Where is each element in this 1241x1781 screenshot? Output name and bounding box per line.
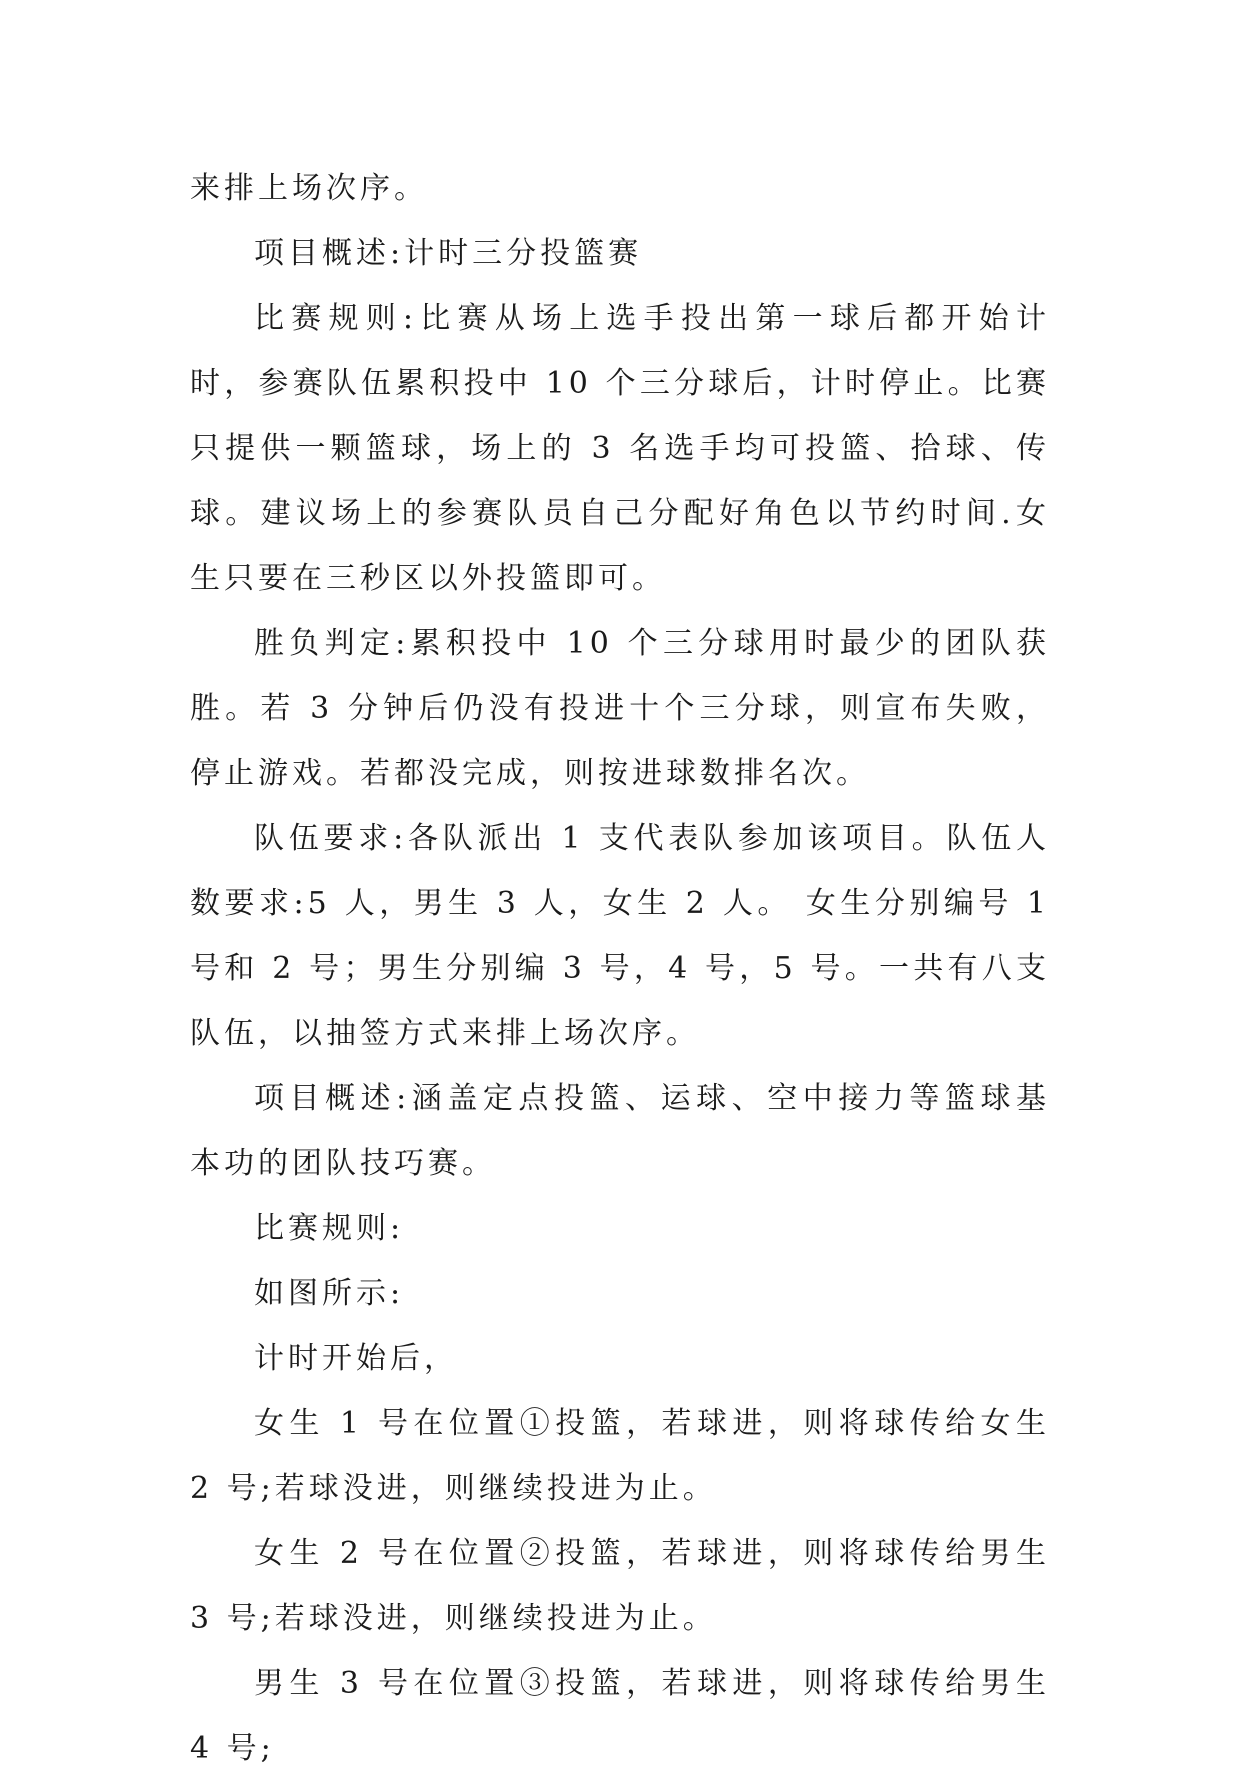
paragraph-judgement: 胜负判定:累积投中 10 个三分球用时最少的团队获胜。若 3 分钟后仍没有投进十个三分球，则宣布失败，停止游戏。若都没完成，则按进球数排名次。 [190, 626, 1050, 791]
paragraph-team-requirements: 队伍要求:各队派出 1 支代表队参加该项目。队伍人数要求:5 人，男生 3 人，女生 2 人。 女生分别编号 1 号和 2 号；男生分别编 3 号，4 号，5 号。一共有八支队伍，以抽签方式来排上场次序。 [190, 821, 1050, 1051]
paragraph-step-2: 女生 2 号在位置②投篮，若球进，则将球传给男生 3 号;若球没进，则继续投进为止。 [190, 1536, 1050, 1636]
paragraph-as-shown: 如图所示: [254, 1276, 405, 1311]
paragraph-continuation: 来排上场次序。 [190, 171, 428, 206]
paragraph-timer-start: 计时开始后， [254, 1341, 458, 1376]
paragraph-step-3: 男生 3 号在位置③投篮，若球进，则将球传给男生 4 号; [190, 1666, 1050, 1766]
document-body [190, 156, 1050, 1781]
paragraph-overview-2: 项目概述:涵盖定点投篮、运球、空中接力等篮球基本功的团队技巧赛。 [190, 1081, 1050, 1181]
paragraph-rules-2-heading: 比赛规则: [254, 1211, 405, 1246]
paragraph-rules-1: 比赛规则:比赛从场上选手投出第一球后都开始计时，参赛队伍累积投中 10 个三分球后，计时停止。比赛只提供一颗篮球，场上的 3 名选手均可投篮、拾球、传球。建议场上的参赛队员自己分配好角色以节约时间.女生只要在三秒区以外投篮即可。 [190, 301, 1050, 596]
paragraph-step-1: 女生 1 号在位置①投篮，若球进，则将球传给女生 2 号;若球没进，则继续投进为止。 [190, 1406, 1050, 1506]
paragraph-overview-1: 项目概述:计时三分投篮赛 [254, 236, 643, 271]
